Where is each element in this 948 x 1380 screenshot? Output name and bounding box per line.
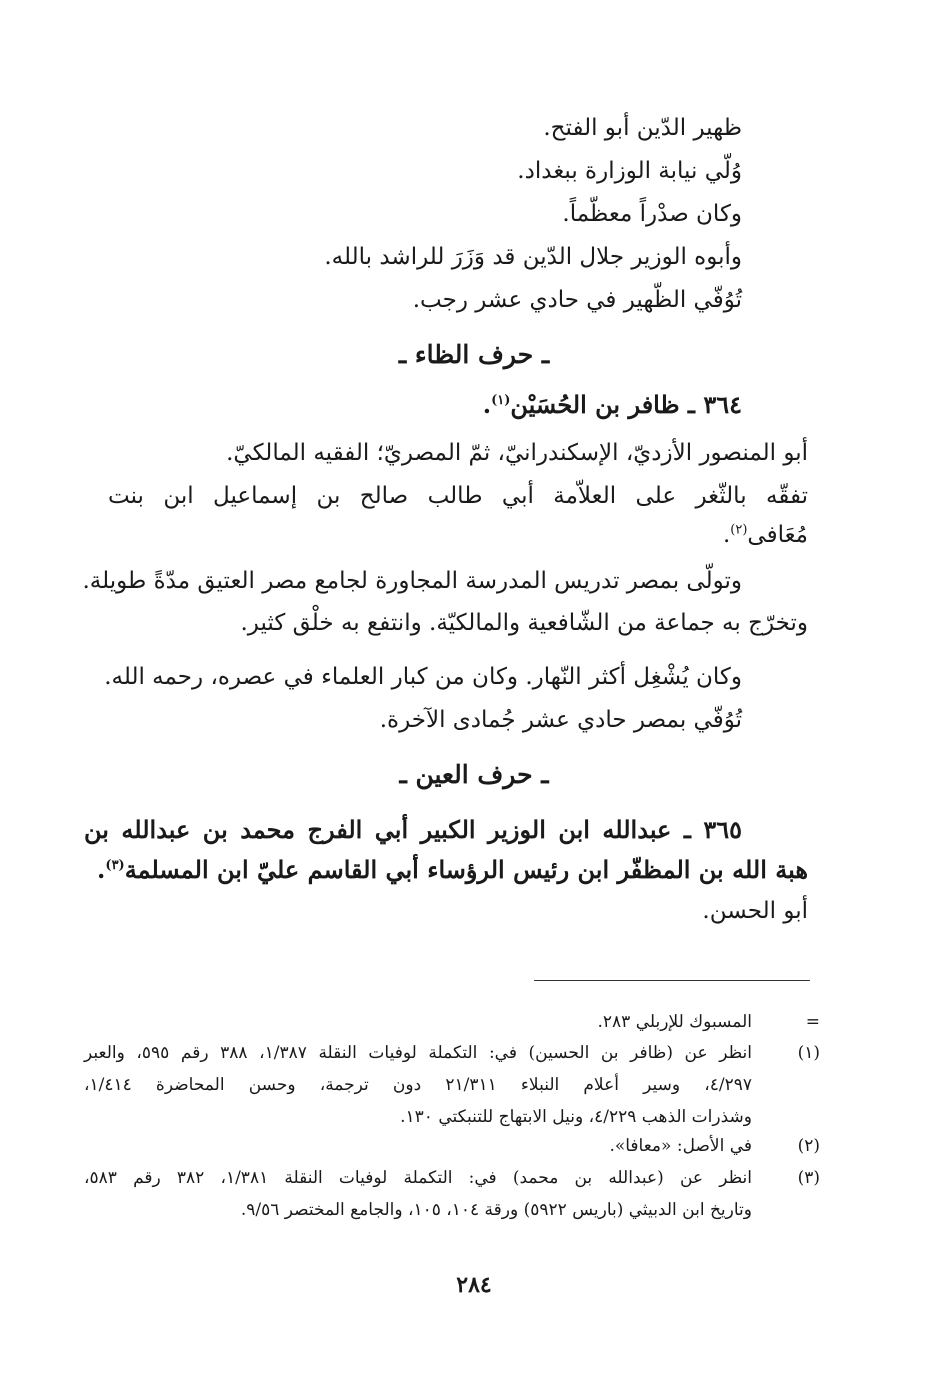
page-number: ٢٨٤ xyxy=(456,1272,492,1298)
section-heading: ـ حرف العين ـ xyxy=(399,760,549,789)
footnote-line: وشذرات الذهب ٤/٢٢٩، ونيل الابتهاج للتنبكتي ١٣٠. xyxy=(400,1107,752,1127)
footnote-separator xyxy=(534,980,810,981)
entry-title xyxy=(482,390,742,419)
footnote-line: وتاريخ ابن الدبيثي (باريس ٥٩٢٢) ورقة ١٠٤، ١٠٥، والجامع المختصر ٩/٥٦. xyxy=(240,1200,752,1220)
text-line: تفقّه بالثّغر على العلاّمة أبي طالب صالح بن إسماعيل ابن بنت xyxy=(108,483,808,509)
text-line: وأبوه الوزير جلال الدّين قد وَزَرَ للراشد بالله. xyxy=(324,244,742,270)
entry-title-text: ٣٦٤ ـ ظافر بن الحُسَيْن xyxy=(510,390,742,419)
text-line xyxy=(723,524,808,547)
footnote-number: (١) xyxy=(797,1043,820,1063)
text-line: ظهير الدّين أبو الفتح. xyxy=(543,115,742,141)
text-line-end: . xyxy=(722,522,731,548)
entry-title xyxy=(97,855,808,884)
footnote-line: انظر عن (ظافر بن الحسين) في: التكملة لوفيات النقلة ١/٣٨٧، ٣٨٨ رقم ٥٩٥، والعبر xyxy=(84,1043,752,1063)
footnote-line: ٤/٢٩٧، وسير أعلام النبلاء ٢١/٣١١ دون ترجمة، وحسن المحاضرة ١/٤١٤، xyxy=(84,1075,753,1095)
text-line: أبو الحسن. xyxy=(702,898,808,924)
text-line-part: مُعَافى xyxy=(747,522,808,548)
footnote-line: في الأصل: «معافا». xyxy=(609,1136,752,1156)
entry-title-end: . xyxy=(97,855,106,884)
text-line: تُوُفّي بمصر حادي عشر جُمادى الآخرة. xyxy=(379,707,742,733)
text-line: أبو المنصور الأزديّ، الإسكندرانيّ، ثمّ المصريّ؛ الفقيه المالكيّ. xyxy=(226,440,808,466)
footnote-line: انظر عن (عبدالله بن محمد) في: التكملة لوفيات النقلة ١/٣٨١، ٣٨٢ رقم ٥٨٣، xyxy=(84,1168,752,1188)
footnote-number: (٣) xyxy=(797,1168,820,1188)
text-line: تُوُفّي الظّهير في حادي عشر رجب. xyxy=(412,287,742,313)
entry-title-end: . xyxy=(482,390,492,419)
footnote-number: = xyxy=(805,1012,820,1032)
section-heading: ـ حرف الظاء ـ xyxy=(398,340,550,369)
text-line: وتخرّج به جماعة من الشّافعية والمالكيّة. وانتفع به خلْق كثير. xyxy=(240,610,808,636)
text-line: وتولّى بمصر تدريس المدرسة المجاورة لجامع مصر العتيق مدّةً طويلة. xyxy=(82,568,742,594)
text-line: وُلّي نيابة الوزارة ببغداد. xyxy=(517,158,742,184)
footnote-ref: (٣) xyxy=(105,858,125,873)
entry-title-text: هبة الله بن المظفّر ابن رئيس الرؤساء أبي القاسم عليّ ابن المسلمة xyxy=(124,855,808,884)
text-line: وكان صدْراً معظّماً. xyxy=(562,201,742,227)
footnote-line: المسبوك للإربلي ٢٨٣. xyxy=(597,1012,752,1032)
entry-title: ٣٦٥ ـ عبدالله ابن الوزير الكبير أبي الفرج محمد بن عبدالله بن xyxy=(84,815,742,844)
footnote-ref: (٢) xyxy=(730,522,748,538)
text-line: وكان يُشْغِل أكثر النّهار. وكان من كبار العلماء في عصره، رحمه الله. xyxy=(104,664,742,690)
footnote-number: (٢) xyxy=(797,1136,820,1156)
footnote-ref: (١) xyxy=(491,393,511,408)
